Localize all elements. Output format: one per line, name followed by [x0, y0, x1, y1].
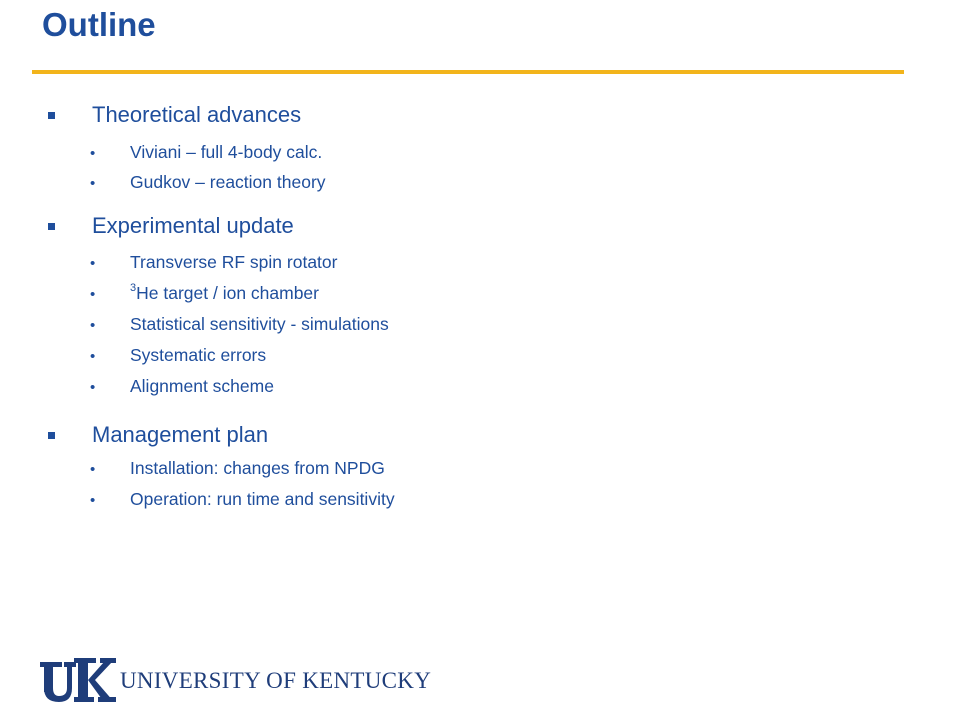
- square-bullet-icon: [48, 432, 55, 439]
- list-item: [90, 458, 385, 479]
- item-text: Operation: run time and sensitivity: [130, 489, 395, 509]
- list-item: [90, 345, 266, 366]
- bullet-icon: •: [90, 492, 96, 509]
- section-heading: [46, 213, 294, 239]
- list-item: [90, 283, 319, 304]
- section-label: Theoretical advances: [92, 102, 302, 127]
- list-item: [90, 252, 337, 273]
- list-item: [90, 489, 395, 510]
- item-text: Transverse RF spin rotator: [130, 252, 338, 272]
- section-heading: [46, 422, 268, 448]
- uk-logo-mark: [38, 656, 116, 704]
- list-item: [90, 376, 274, 397]
- section-label: Management plan: [92, 422, 269, 447]
- slide-title: Outline: [42, 6, 156, 43]
- bullet-icon: •: [90, 286, 96, 303]
- item-text: Alignment scheme: [130, 376, 274, 396]
- list-item: [90, 314, 389, 335]
- bullet-icon: •: [90, 379, 96, 396]
- item-text: Statistical sensitivity - simulations: [130, 314, 389, 334]
- bullet-icon: •: [90, 461, 96, 478]
- university-logo: [38, 656, 431, 704]
- item-text: Viviani – full 4-body calc.: [130, 142, 323, 162]
- square-bullet-icon: [48, 223, 55, 230]
- isotope-superscript: 3: [130, 282, 137, 295]
- item-text: Gudkov – reaction theory: [130, 172, 326, 192]
- item-text: Installation: changes from NPDG: [130, 458, 385, 478]
- list-item: [90, 142, 322, 163]
- square-bullet-icon: [48, 112, 55, 119]
- section-heading: [46, 102, 301, 128]
- item-text: He target / ion chamber: [136, 283, 319, 303]
- bullet-icon: •: [90, 255, 96, 272]
- bullet-icon: •: [90, 145, 96, 162]
- list-item: [90, 172, 326, 193]
- section-label: Experimental update: [92, 213, 294, 238]
- bullet-icon: •: [90, 348, 96, 365]
- bullet-icon: •: [90, 175, 96, 192]
- university-name: UNIVERSITY OF KENTUCKY: [120, 668, 432, 693]
- item-text: Systematic errors: [130, 345, 267, 365]
- bullet-icon: •: [90, 317, 96, 334]
